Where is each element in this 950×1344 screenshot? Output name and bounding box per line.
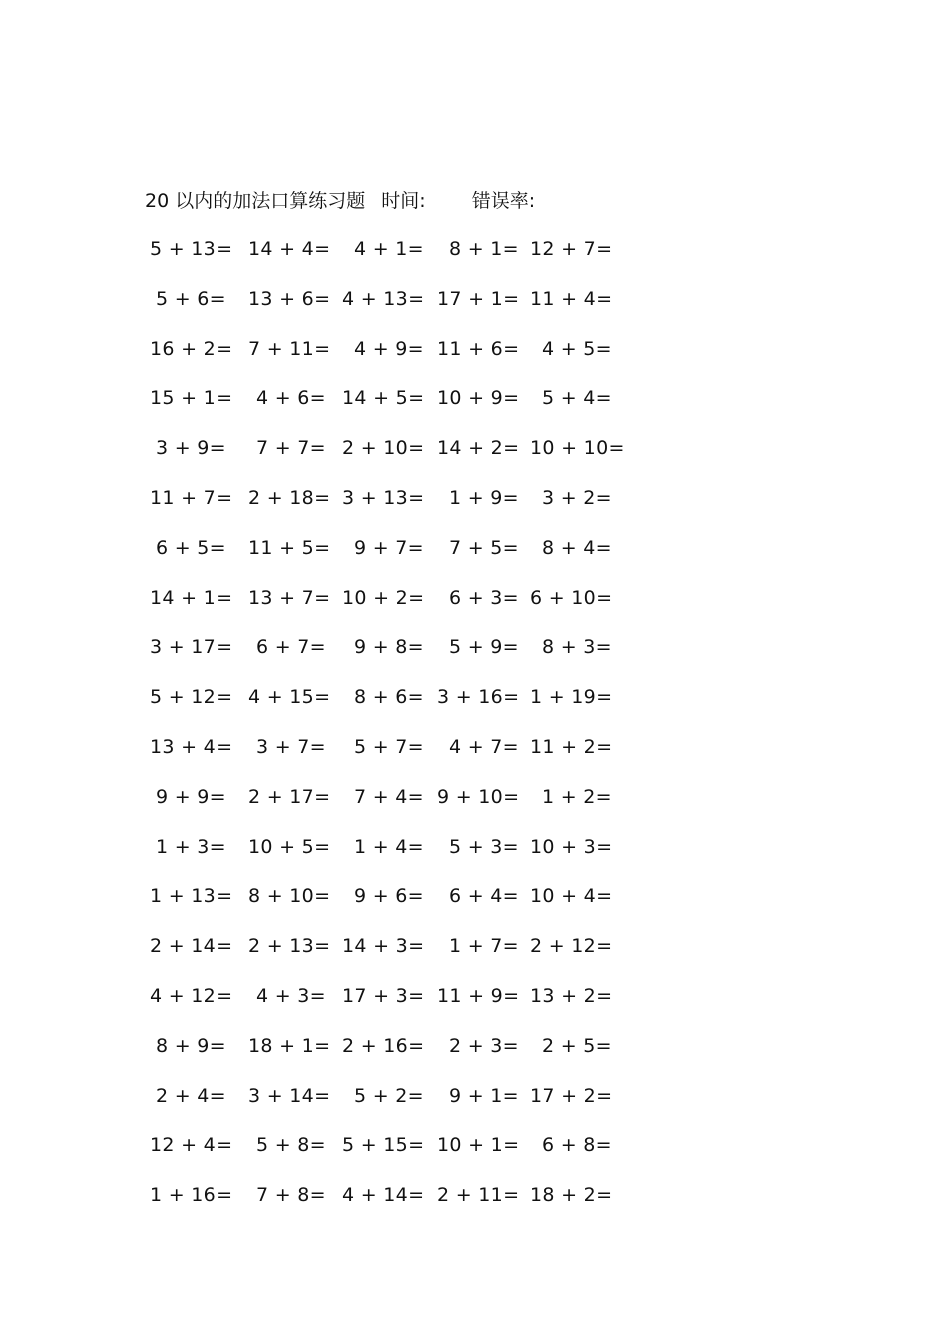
problem-item: 10 + 3=: [530, 835, 613, 858]
problem-row: [0, 1178, 950, 1228]
problem-row: [0, 1128, 950, 1178]
problem-item: 3 + 14=: [248, 1084, 331, 1107]
problem-item: 9 + 9=: [156, 785, 226, 808]
problem-item: 6 + 10=: [530, 586, 613, 609]
problem-item: 10 + 5=: [248, 835, 331, 858]
problem-item: 4 + 13=: [342, 287, 425, 310]
problem-item: 6 + 3=: [449, 586, 519, 609]
problem-item: 1 + 2=: [542, 785, 612, 808]
problem-row: [0, 1029, 950, 1079]
problem-item: 8 + 9=: [156, 1034, 226, 1057]
problem-item: 3 + 13=: [342, 486, 425, 509]
problem-item: 12 + 4=: [150, 1134, 233, 1157]
problem-item: 10 + 1=: [437, 1134, 520, 1157]
problem-item: 5 + 6=: [156, 287, 226, 310]
problem-row: [0, 232, 950, 282]
problem-item: 13 + 7=: [248, 586, 331, 609]
problem-item: 4 + 15=: [248, 686, 331, 709]
problem-item: 4 + 12=: [150, 984, 233, 1007]
problem-item: 4 + 3=: [256, 984, 326, 1007]
problem-item: 3 + 2=: [542, 486, 612, 509]
problem-item: 2 + 14=: [150, 935, 233, 958]
problem-row: [0, 1079, 950, 1129]
problem-item: 6 + 5=: [156, 536, 226, 559]
problem-item: 4 + 6=: [256, 387, 326, 410]
problem-item: 2 + 4=: [156, 1084, 226, 1107]
problem-item: 5 + 7=: [354, 735, 424, 758]
problem-item: 2 + 13=: [248, 935, 331, 958]
problem-item: 14 + 4=: [248, 238, 331, 260]
problem-row: [0, 780, 950, 830]
problem-item: 17 + 3=: [342, 984, 425, 1007]
problem-item: 11 + 5=: [248, 536, 331, 559]
problem-item: 11 + 6=: [437, 337, 520, 360]
problem-item: 18 + 1=: [248, 1034, 331, 1057]
problem-item: 3 + 17=: [150, 636, 233, 659]
problem-row: [0, 282, 950, 332]
problem-item: 3 + 16=: [437, 686, 520, 709]
problem-item: 2 + 16=: [342, 1034, 425, 1057]
problem-item: 5 + 15=: [342, 1134, 425, 1157]
problem-item: 6 + 4=: [449, 885, 519, 908]
problem-item: 1 + 3=: [156, 835, 226, 858]
problem-item: 11 + 9=: [437, 984, 520, 1007]
problem-item: 2 + 11=: [437, 1184, 520, 1207]
problem-item: 12 + 7=: [530, 238, 613, 260]
problem-item: 3 + 9=: [156, 437, 226, 460]
problem-item: 1 + 16=: [150, 1184, 233, 1207]
problem-item: 4 + 5=: [542, 337, 612, 360]
problem-item: 11 + 4=: [530, 287, 613, 310]
problem-item: 6 + 8=: [542, 1134, 612, 1157]
problem-item: 8 + 6=: [354, 686, 424, 709]
problem-row: [0, 979, 950, 1029]
problem-item: 5 + 2=: [354, 1084, 424, 1107]
problem-item: 2 + 5=: [542, 1034, 612, 1057]
problem-item: 2 + 10=: [342, 437, 425, 460]
problem-item: 7 + 11=: [248, 337, 331, 360]
problem-item: 1 + 13=: [150, 885, 233, 908]
problem-item: 9 + 6=: [354, 885, 424, 908]
problem-item: 3 + 7=: [256, 735, 326, 758]
problem-row: [0, 630, 950, 680]
problem-item: 9 + 8=: [354, 636, 424, 659]
problem-item: 2 + 17=: [248, 785, 331, 808]
problem-item: 8 + 4=: [542, 536, 612, 559]
worksheet-header: [145, 186, 535, 216]
problem-item: 5 + 8=: [256, 1134, 326, 1157]
problem-item: 14 + 2=: [437, 437, 520, 460]
problem-item: 1 + 19=: [530, 686, 613, 709]
problem-item: 8 + 3=: [542, 636, 612, 659]
problem-row: [0, 830, 950, 880]
problem-item: 13 + 2=: [530, 984, 613, 1007]
problem-item: 13 + 4=: [150, 735, 233, 758]
problem-item: 1 + 9=: [449, 486, 519, 509]
problem-row: [0, 531, 950, 581]
problem-item: 1 + 7=: [449, 935, 519, 958]
problem-item: 7 + 5=: [449, 536, 519, 559]
problem-grid: [0, 232, 950, 1228]
problem-item: 4 + 14=: [342, 1184, 425, 1207]
problem-row: [0, 381, 950, 431]
problem-row: [0, 481, 950, 531]
problem-item: 14 + 5=: [342, 387, 425, 410]
problem-item: 13 + 6=: [248, 287, 331, 310]
problem-item: 10 + 2=: [342, 586, 425, 609]
problem-row: [0, 929, 950, 979]
problem-item: 18 + 2=: [530, 1184, 613, 1207]
problem-item: 9 + 1=: [449, 1084, 519, 1107]
problem-item: 2 + 18=: [248, 486, 331, 509]
problem-item: 9 + 7=: [354, 536, 424, 559]
problem-item: 5 + 4=: [542, 387, 612, 410]
problem-item: 1 + 4=: [354, 835, 424, 858]
problem-item: 5 + 12=: [150, 686, 233, 709]
problem-item: 14 + 3=: [342, 935, 425, 958]
problem-item: 2 + 3=: [449, 1034, 519, 1057]
problem-item: 8 + 10=: [248, 885, 331, 908]
problem-row: [0, 730, 950, 780]
problem-item: 17 + 1=: [437, 287, 520, 310]
problem-item: 4 + 9=: [354, 337, 424, 360]
problem-item: 9 + 10=: [437, 785, 520, 808]
problem-item: 4 + 7=: [449, 735, 519, 758]
problem-row: [0, 431, 950, 481]
worksheet-title: 20 以内的加法口算练习题: [145, 190, 366, 212]
problem-item: 10 + 10=: [530, 437, 625, 460]
problem-item: 8 + 1=: [449, 238, 519, 260]
problem-row: [0, 680, 950, 730]
problem-item: 5 + 13=: [150, 238, 233, 260]
problem-item: 4 + 1=: [354, 238, 424, 260]
problem-item: 10 + 4=: [530, 885, 613, 908]
problem-item: 6 + 7=: [256, 636, 326, 659]
problem-item: 16 + 2=: [150, 337, 233, 360]
problem-item: 15 + 1=: [150, 387, 233, 410]
problem-item: 5 + 9=: [449, 636, 519, 659]
problem-row: [0, 879, 950, 929]
problem-item: 17 + 2=: [530, 1084, 613, 1107]
problem-item: 10 + 9=: [437, 387, 520, 410]
problem-row: [0, 332, 950, 382]
problem-item: 7 + 7=: [256, 437, 326, 460]
problem-item: 14 + 1=: [150, 586, 233, 609]
problem-item: 11 + 7=: [150, 486, 233, 509]
error-rate-label: 错误率:: [471, 190, 536, 212]
problem-row: [0, 581, 950, 631]
problem-item: 5 + 3=: [449, 835, 519, 858]
problem-item: 11 + 2=: [530, 735, 613, 758]
time-label: 时间:: [381, 190, 426, 212]
problem-item: 7 + 4=: [354, 785, 424, 808]
problem-item: 2 + 12=: [530, 935, 613, 958]
problem-item: 7 + 8=: [256, 1184, 326, 1207]
